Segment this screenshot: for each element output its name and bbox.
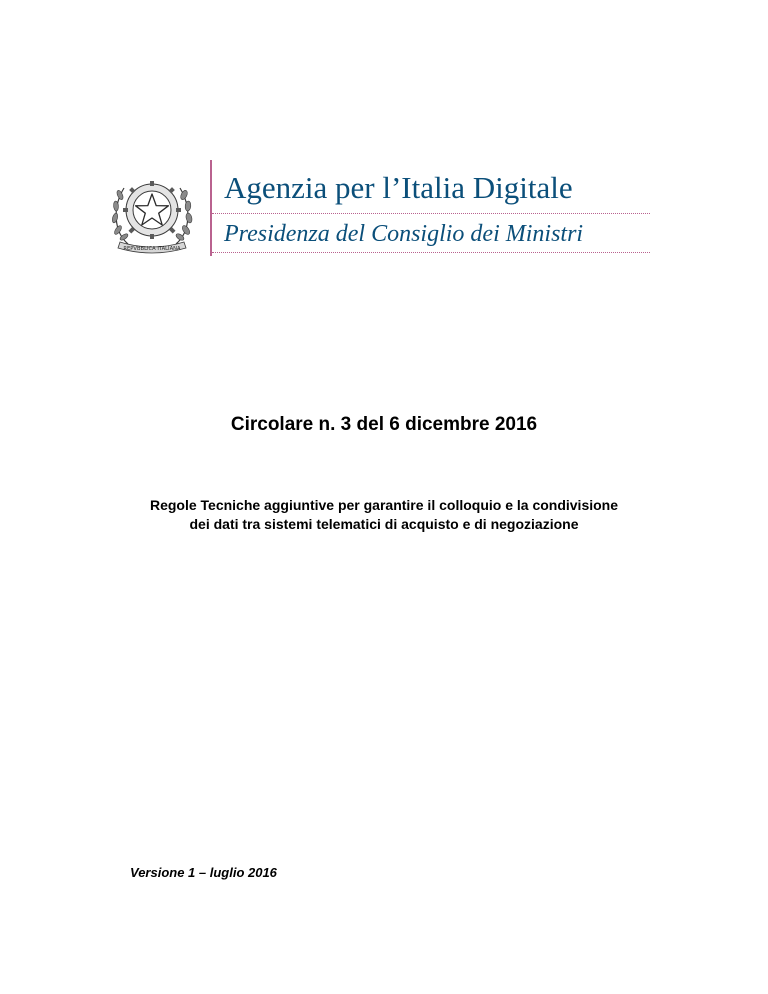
agency-subtitle: Presidenza del Consiglio dei Ministri — [224, 221, 584, 247]
document-title: Circolare n. 3 del 6 dicembre 2016 — [230, 414, 538, 435]
header-dotted-rule-bottom — [212, 252, 650, 253]
document-subtitle-line-1: Regole Tecniche aggiuntive per garantire il colloquio e la condivisione — [149, 497, 619, 513]
document-subtitle-line-2: dei dati tra sistemi telematici di acquisto e di negoziazione — [189, 516, 579, 532]
document-version: Versione 1 – luglio 2016 — [130, 865, 277, 880]
agency-name: Agenzia per l’Italia Digitale — [224, 170, 573, 205]
document-subtitle — [60, 496, 708, 534]
header-vertical-rule — [210, 160, 212, 256]
italian-republic-emblem-icon — [106, 168, 198, 260]
emblem-inscription: REPVBBLICA ITALIANA — [123, 246, 181, 252]
header-dotted-rule-top — [212, 213, 650, 214]
